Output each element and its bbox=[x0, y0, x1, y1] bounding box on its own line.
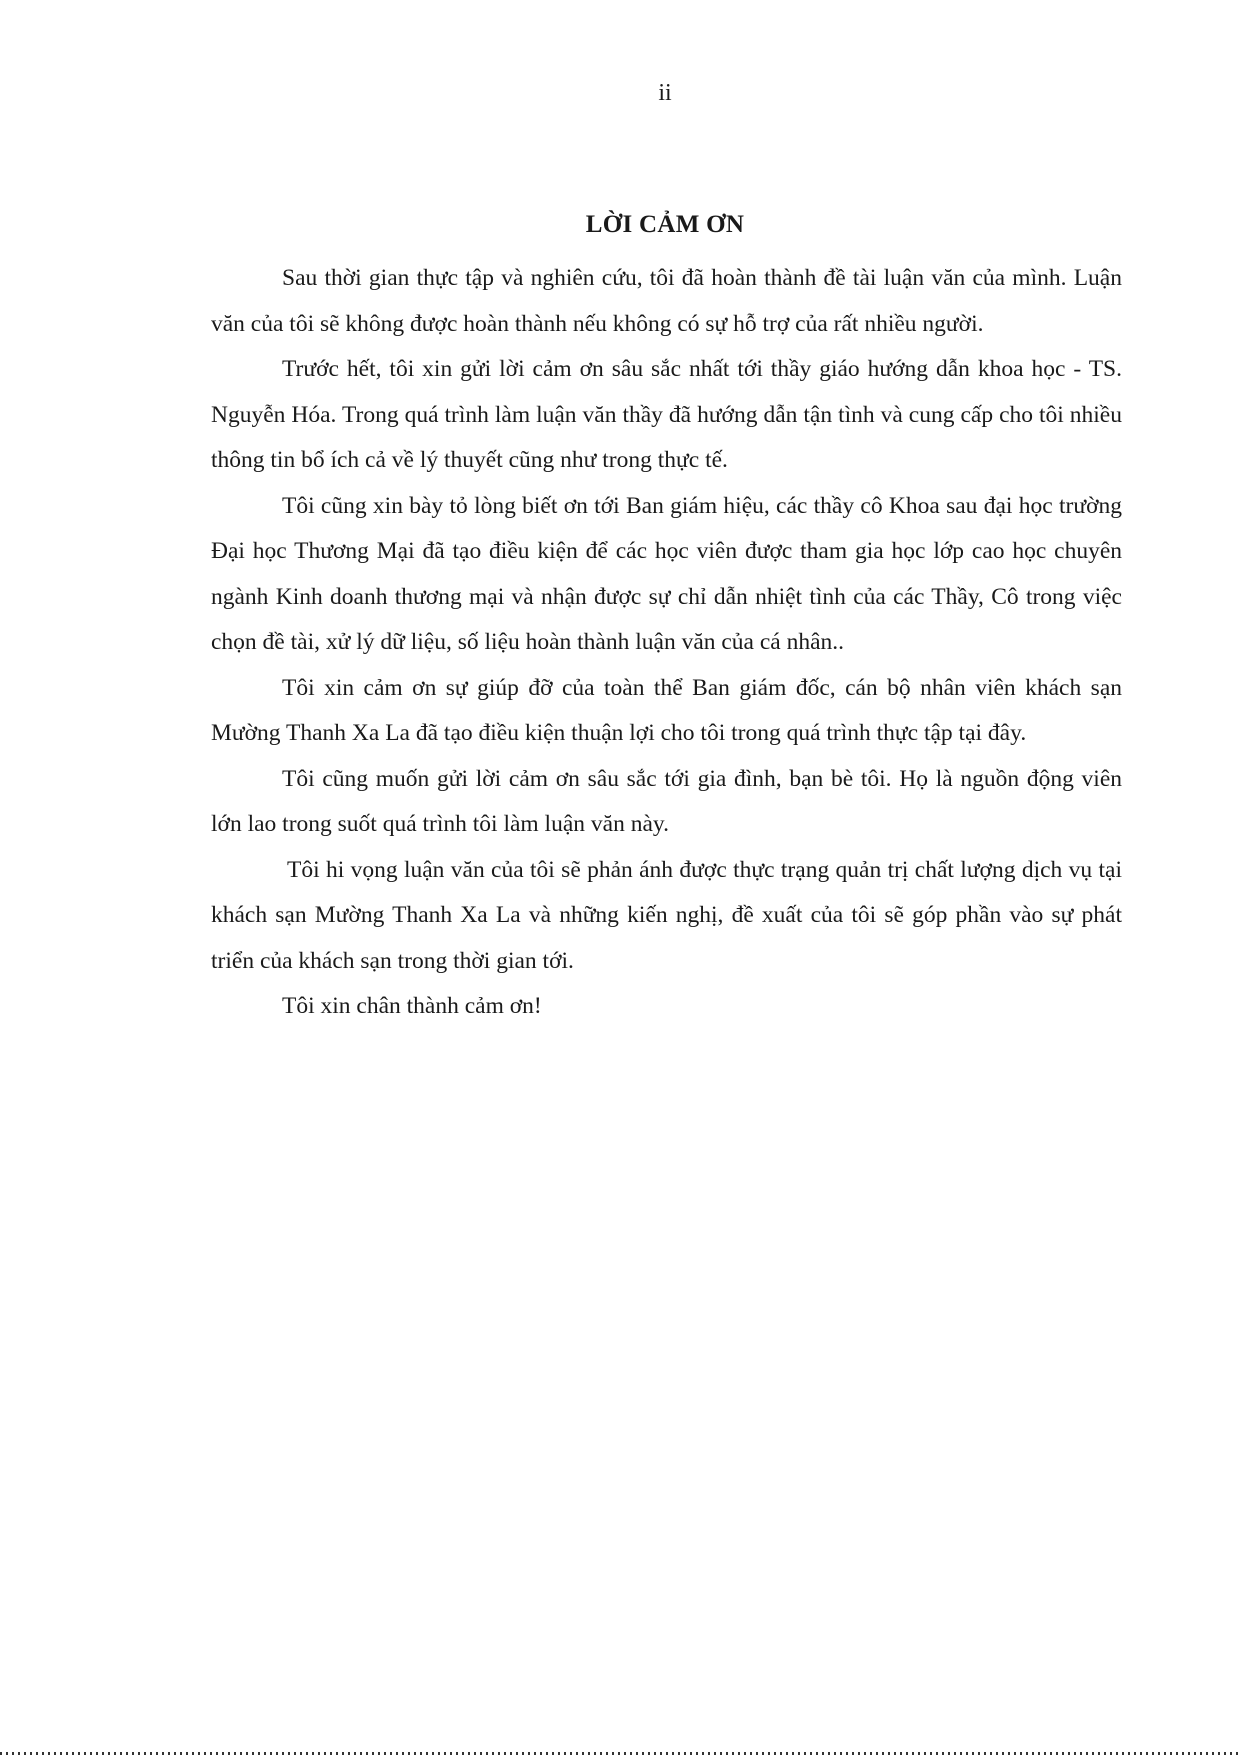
paragraph-4: Tôi xin cảm ơn sự giúp đỡ của toàn thể Ban giám đốc, cán bộ nhân viên khách sạn Mường Thanh Xa La đã tạo điều kiện thuận lợi cho tôi trong quá trình thực tập tại đây. bbox=[211, 674, 1122, 746]
paragraph-3: Tôi cũng xin bày tỏ lòng biết ơn tới Ban giám hiệu, các thầy cô Khoa sau đại học trường Đại học Thương Mại đã tạo điều kiện để các học viên được tham gia học lớp cao học chuyên ngành Kinh doanh thương mại và nhận được sự chỉ dẫn nhiệt tình của các Thầy, Cô trong việc chọn đề tài, xử lý dữ liệu, số liệu hoàn thành luận văn của cá nhân.. bbox=[211, 492, 1122, 655]
paragraph-7: Tôi xin chân thành cảm ơn! bbox=[282, 993, 542, 1019]
page-number: ii bbox=[658, 80, 672, 106]
acknowledgement-body bbox=[211, 256, 1122, 1030]
paragraph-1: Sau thời gian thực tập và nghiên cứu, tôi đã hoàn thành đề tài luận văn của mình. Luận văn của tôi sẽ không được hoàn thành nếu không có sự hỗ trợ của rất nhiều người. bbox=[211, 265, 1122, 337]
paragraph-2: Trước hết, tôi xin gửi lời cảm ơn sâu sắc nhất tới thầy giáo hướng dẫn khoa học - TS. Nguyễn Hóa. Trong quá trình làm luận văn thầy đã hướng dẫn tận tình và cung cấp cho tôi nhiều thông tin bổ ích cả về lý thuyết cũng như trong thực tế. bbox=[211, 356, 1122, 473]
paragraph-5: Tôi cũng muốn gửi lời cảm ơn sâu sắc tới gia đình, bạn bè tôi. Họ là nguồn động viên lớn lao trong suốt quá trình tôi làm luận văn này. bbox=[211, 765, 1122, 837]
page-title: LỜI CẢM ƠN bbox=[585, 211, 745, 238]
paragraph-6: Tôi hi vọng luận văn của tôi sẽ phản ánh được thực trạng quản trị chất lượng dịch vụ tại khách sạn Mường Thanh Xa La và những kiến nghị, đề xuất của tôi sẽ góp phần vào sự phát triển của khách sạn trong thời gian tới. bbox=[211, 856, 1122, 974]
